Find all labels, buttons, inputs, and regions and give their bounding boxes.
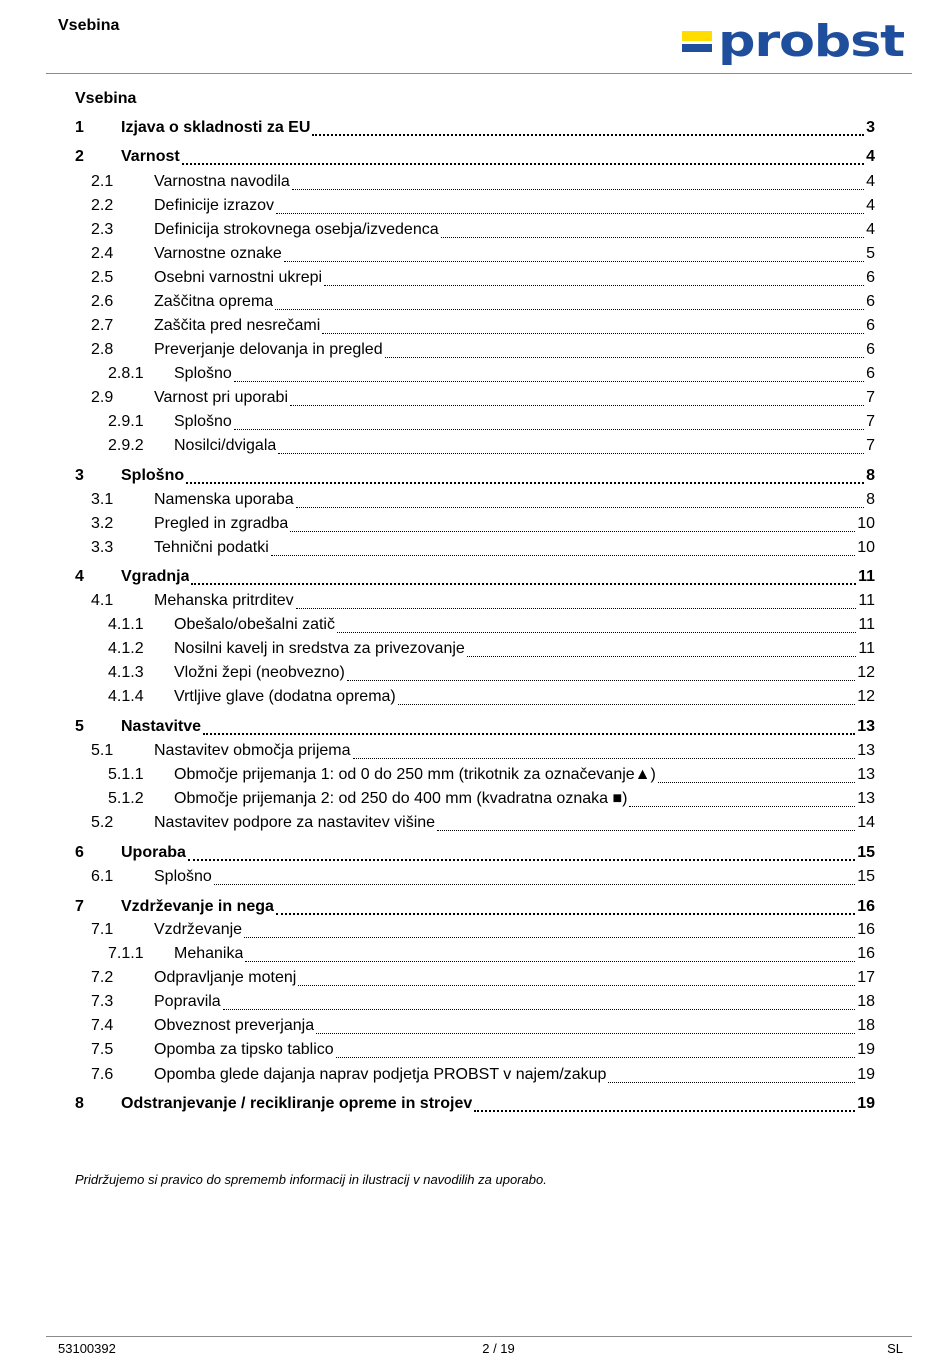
toc-entry-page: 6 [866,341,875,358]
toc-entry[interactable] [91,173,875,195]
toc-entry-page: 16 [857,898,875,915]
toc-entry[interactable] [91,539,875,561]
disclaimer-note: Pridržujemo si pravico do sprememb informacij in ilustracij v navodilih za uporabo. [75,1172,547,1187]
toc-entry-title: Definicija strokovnega osebja/izvedenca [154,221,439,238]
toc-entry[interactable] [75,568,875,590]
toc-dot-leader [658,781,855,783]
toc-dot-leader [290,530,855,532]
toc-entry-page: 4 [866,173,875,190]
toc-entry-page: 10 [857,515,875,532]
toc-dot-leader [353,757,856,759]
toc-entry-page: 12 [857,688,875,705]
toc-entry[interactable] [91,993,875,1015]
toc-entry-number: 3.1 [91,491,114,508]
toc-entry-title: Osebni varnostni ukrepi [154,269,323,286]
toc-entry[interactable] [91,317,875,339]
toc-entry-title: Varnostna navodila [154,173,290,190]
toc-entry[interactable] [91,269,875,291]
toc-entry[interactable] [91,389,875,411]
header-title: Vsebina [58,17,120,34]
toc-entry-page: 7 [866,413,875,430]
toc-entry[interactable] [91,491,875,513]
toc-entry-title: Pregled in zgradba [154,515,289,532]
toc-entry-title: Vgradnja [121,568,190,585]
toc-entry-number: 4 [75,568,84,585]
toc-dot-leader [467,655,857,657]
toc-entry[interactable] [108,413,875,435]
toc-entry-page: 6 [866,317,875,334]
toc-entry-number: 7.4 [91,1017,114,1034]
toc-entry-title: Tehnični podatki [154,539,269,556]
toc-entry-page: 7 [866,437,875,454]
toc-entry-number: 3.3 [91,539,114,556]
toc-entry-number: 4.1.3 [108,664,144,681]
toc-entry-title: Obešalo/obešalni zatič [174,616,335,633]
toc-entry-title: Opomba za tipsko tablico [154,1041,334,1058]
toc-entry-page: 16 [857,945,875,962]
toc-entry-title: Namenska uporaba [154,491,294,508]
toc-entry-number: 2.3 [91,221,114,238]
toc-entry[interactable] [75,1095,875,1117]
toc-entry[interactable] [108,616,875,638]
toc-entry-page: 14 [857,814,875,831]
toc-entry-title: Splošno [154,868,212,885]
toc-entry-number: 2.9 [91,389,114,406]
toc-entry-number: 6.1 [91,868,114,885]
toc-entry[interactable] [108,437,875,459]
toc-entry-number: 2.7 [91,317,114,334]
toc-entry-number: 7.3 [91,993,114,1010]
toc-entry[interactable] [91,515,875,537]
toc-entry-number: 7.1.1 [108,945,144,962]
toc-entry-title: Odpravljanje motenj [154,969,297,986]
header-divider [46,73,912,74]
toc-dot-leader [312,133,864,136]
toc-entry[interactable] [75,898,875,920]
toc-dot-leader [203,732,855,735]
toc-entry[interactable] [108,945,875,967]
toc-entry-title: Opomba glede dajanja naprav podjetja PROBST v najem/zakup [154,1066,607,1083]
toc-entry[interactable] [108,664,875,686]
toc-entry-page: 13 [857,742,875,759]
toc-entry-page: 19 [857,1066,875,1083]
footer-divider [46,1336,912,1337]
toc-dot-leader [296,506,864,508]
toc-dot-leader [188,858,855,861]
toc-dot-leader [298,984,855,986]
toc-dot-leader [271,554,855,556]
toc-entry-number: 8 [75,1095,84,1112]
toc-entry-number: 2.9.1 [108,413,144,430]
toc-entry-number: 4.1.4 [108,688,144,705]
toc-entry-page: 6 [866,293,875,310]
toc-entry[interactable] [75,119,875,141]
toc-entry-title: Nastavitve [121,718,202,735]
toc-entry-page: 8 [866,467,875,484]
toc-entry[interactable] [91,197,875,219]
toc-entry-title: Nastavitev območja prijema [154,742,351,759]
toc-dot-leader [347,679,855,681]
toc-entry-title: Območje prijemanja 1: od 0 do 250 mm (trikotnik za označevanje▲) [174,766,656,783]
toc-dot-leader [214,883,855,885]
toc-entry-number: 6 [75,844,84,861]
toc-dot-leader [316,1032,855,1034]
toc-entry-page: 18 [857,1017,875,1034]
toc-entry-title: Vložni žepi (neobvezno) [174,664,345,681]
toc-entry[interactable] [91,1041,875,1063]
toc-dot-leader [278,452,864,454]
toc-entry-number: 1 [75,119,84,136]
toc-entry[interactable] [91,293,875,315]
toc-entry-title: Vzdrževanje in nega [121,898,274,915]
toc-entry[interactable] [91,921,875,943]
toc-entry-number: 5 [75,718,84,735]
toc-entry-page: 4 [866,221,875,238]
toc-entry-page: 19 [857,1095,875,1112]
toc-entry-number: 2.2 [91,197,114,214]
toc-entry-number: 5.1.2 [108,790,144,807]
toc-entry[interactable] [108,688,875,710]
toc-entry-title: Uporaba [121,844,186,861]
toc-entry-number: 2.6 [91,293,114,310]
toc-entry-page: 13 [857,766,875,783]
toc-entry-page: 19 [857,1041,875,1058]
toc-dot-leader [284,260,864,262]
toc-heading: Vsebina [75,90,137,107]
toc-entry[interactable] [108,790,875,812]
toc-entry-number: 2.8 [91,341,114,358]
toc-entry-page: 8 [866,491,875,508]
toc-entry[interactable] [75,844,875,866]
toc-entry-page: 11 [858,568,875,585]
toc-entry-number: 2.5 [91,269,114,286]
toc-entry-page: 6 [866,365,875,382]
toc-entry-page: 4 [866,148,875,165]
toc-dot-leader [276,912,855,915]
toc-entry-title: Varnostne oznake [154,245,282,262]
toc-entry[interactable] [108,640,875,662]
toc-entry-title: Varnost pri uporabi [154,389,288,406]
toc-dot-leader [292,188,864,190]
toc-dot-leader [324,284,864,286]
toc-dot-leader [186,481,864,484]
toc-entry-page: 18 [857,993,875,1010]
toc-entry-title: Zaščita pred nesrečami [154,317,321,334]
toc-entry[interactable] [75,467,875,489]
toc-dot-leader [223,1008,856,1010]
toc-dot-leader [275,308,864,310]
toc-entry[interactable] [75,148,875,170]
toc-entry-title: Splošno [174,413,232,430]
toc-entry[interactable] [91,742,875,764]
toc-dot-leader [234,380,864,382]
toc-dot-leader [337,631,856,633]
toc-entry-page: 13 [857,790,875,807]
toc-dot-leader [441,236,864,238]
toc-entry-page: 7 [866,389,875,406]
toc-dot-leader [336,1056,856,1058]
toc-entry-number: 2.9.2 [108,437,144,454]
toc-entry-number: 5.1.1 [108,766,144,783]
toc-entry-number: 2.8.1 [108,365,144,382]
toc-entry-title: Varnost [121,148,180,165]
toc-dot-leader [322,332,864,334]
toc-entry-number: 2.1 [91,173,114,190]
toc-entry-title: Izjava o skladnosti za EU [121,119,311,136]
toc-entry-number: 7 [75,898,84,915]
toc-entry-title: Splošno [121,467,185,484]
toc-entry-page: 5 [866,245,875,262]
toc-entry-page: 15 [857,844,875,861]
toc-entry-number: 4.1.1 [108,616,144,633]
toc-entry-title: Preverjanje delovanja in pregled [154,341,383,358]
toc-dot-leader [244,936,855,938]
toc-entry-page: 15 [857,868,875,885]
toc-entry-title: Obveznost preverjanja [154,1017,315,1034]
toc-dot-leader [629,805,855,807]
toc-dot-leader [245,960,855,962]
toc-entry-number: 4.1.2 [108,640,144,657]
toc-dot-leader [276,212,864,214]
toc-entry-page: 6 [866,269,875,286]
toc-entry-page: 11 [858,592,875,609]
toc-entry-title: Mehanska pritrditev [154,592,294,609]
toc-dot-leader [290,404,864,406]
toc-dot-leader [608,1081,855,1083]
toc-entry-number: 7.1 [91,921,114,938]
toc-entry-page: 4 [866,197,875,214]
toc-entry-number: 5.2 [91,814,114,831]
toc-entry-title: Definicije izrazov [154,197,275,214]
toc-entry[interactable] [91,245,875,267]
toc-dot-leader [398,703,855,705]
toc-entry-page: 13 [857,718,875,735]
footer-language: SL [887,1341,903,1356]
toc-entry-title: Odstranjevanje / recikliranje opreme in strojev [121,1095,473,1112]
toc-entry-number: 3.2 [91,515,114,532]
toc-entry-number: 5.1 [91,742,114,759]
toc-entry-title: Nastavitev podpore za nastavitev višine [154,814,436,831]
toc-entry[interactable] [91,221,875,243]
toc-entry-title: Zaščitna oprema [154,293,274,310]
toc-entry-page: 16 [857,921,875,938]
toc-entry-number: 7.6 [91,1066,114,1083]
toc-entry[interactable] [108,766,875,788]
toc-entry-title: Splošno [174,365,232,382]
toc-entry-number: 2 [75,148,84,165]
toc-entry-number: 3 [75,467,84,484]
toc-entry[interactable] [91,814,875,836]
toc-dot-leader [385,356,865,358]
toc-entry-page: 10 [857,539,875,556]
logo-text: probst [718,22,906,67]
toc-entry-title: Vrtljive glave (dodatna oprema) [174,688,396,705]
toc-dot-leader [296,607,857,609]
toc-entry[interactable] [91,1017,875,1039]
footer-page-number: 2 / 19 [482,1341,515,1356]
toc-entry-number: 4.1 [91,592,114,609]
toc-dot-leader [474,1109,855,1112]
toc-entry-title: Območje prijemanja 2: od 250 do 400 mm (kvadratna oznaka ■) [174,790,628,807]
toc-dot-leader [182,162,864,165]
toc-entry-page: 12 [857,664,875,681]
toc-entry[interactable] [75,718,875,740]
toc-dot-leader [234,428,864,430]
toc-entry-number: 7.2 [91,969,114,986]
toc-entry-page: 11 [858,640,875,657]
toc-entry-page: 11 [858,616,875,633]
toc-entry-title: Vzdrževanje [154,921,243,938]
toc-entry[interactable] [91,969,875,991]
toc-entry[interactable] [108,365,875,387]
toc-entry-title: Popravila [154,993,221,1010]
probst-logo [682,22,906,70]
toc-entry-number: 7.5 [91,1041,114,1058]
toc-entry-page: 3 [866,119,875,136]
toc-entry-page: 17 [857,969,875,986]
toc-entry-title: Nosilni kavelj in sredstva za privezovanje [174,640,465,657]
toc-dot-leader [191,582,856,585]
toc-entry[interactable] [91,1066,875,1088]
toc-entry-number: 2.4 [91,245,114,262]
toc-entry-title: Mehanika [174,945,244,962]
toc-entry[interactable] [91,592,875,614]
toc-dot-leader [437,829,855,831]
toc-entry[interactable] [91,868,875,890]
toc-entry-title: Nosilci/dvigala [174,437,277,454]
footer-doc-number: 53100392 [58,1341,116,1356]
toc-entry[interactable] [91,341,875,363]
